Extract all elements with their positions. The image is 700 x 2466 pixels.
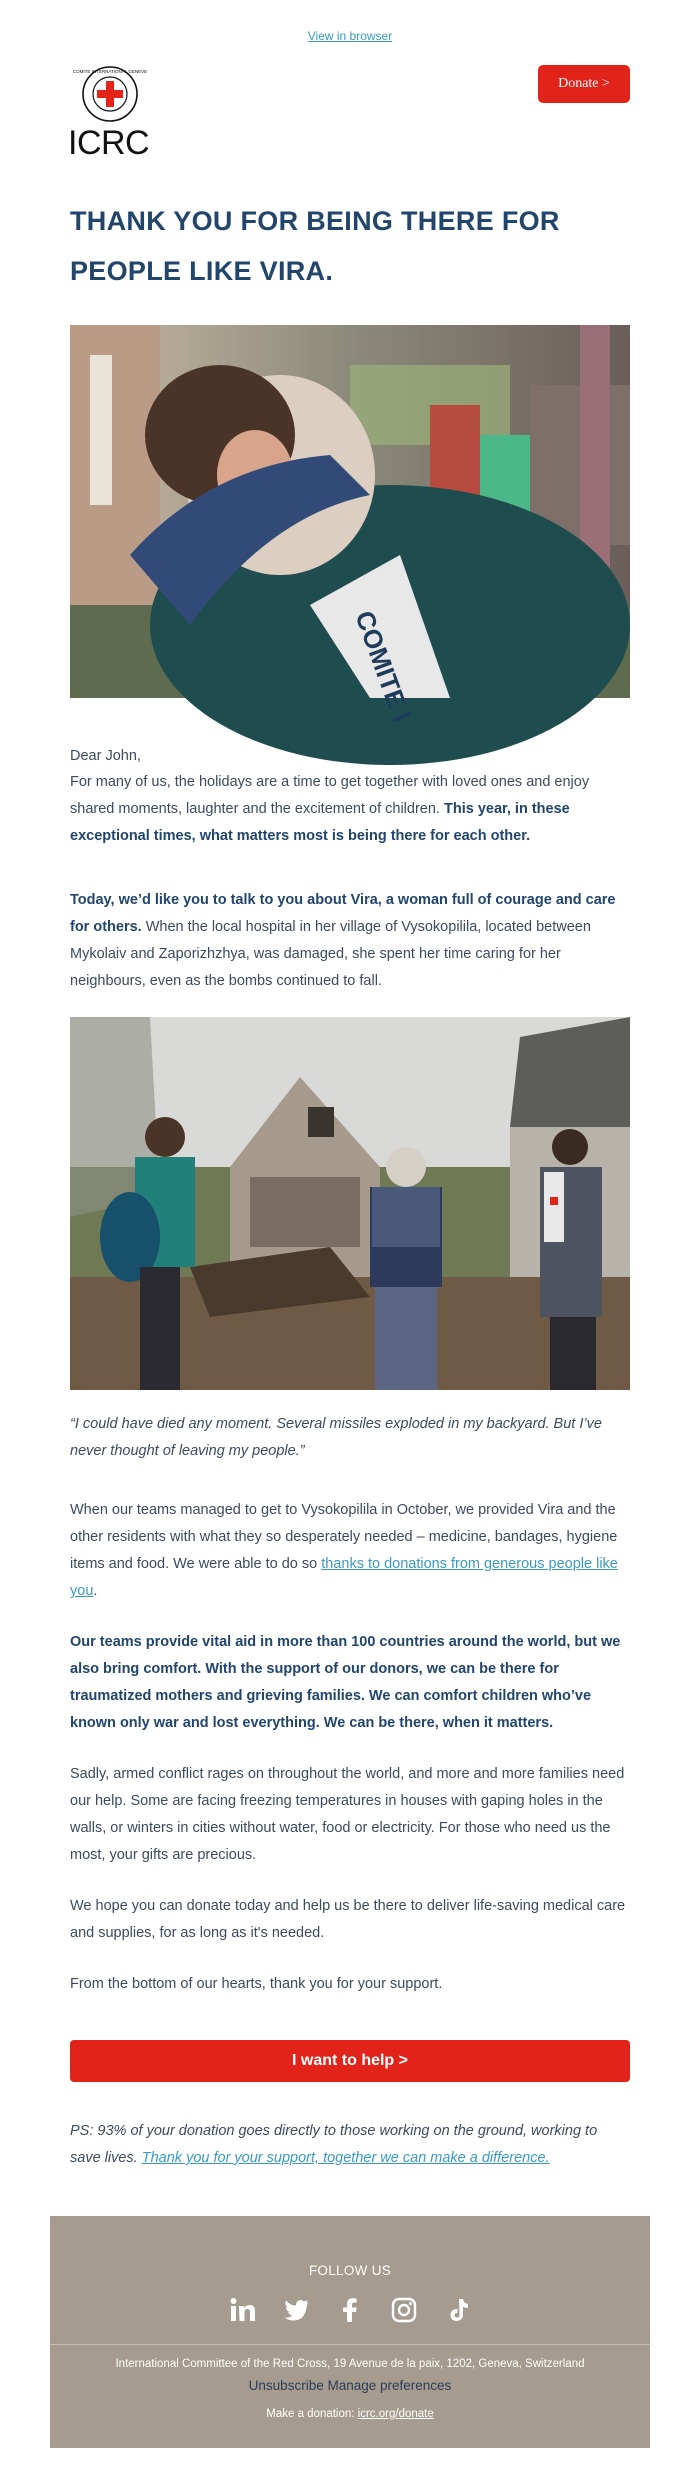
logo-text: ICRC xyxy=(68,124,150,162)
paragraph-2-bold: Today, we’d like you to talk to you about Vira, a woman full of courage and care for others. xyxy=(70,892,616,935)
footer-divider xyxy=(50,2344,650,2345)
greeting: Dear John, xyxy=(70,748,141,764)
paragraph-4-bold: Our teams provide vital aid in more than 100 countries around the world, but we also bring comfort. With the support of our donors, we can be there for traumatized mothers and grieving families. We can comfort children who’ve known only war and lost everything. We can be there, when it matters. xyxy=(70,1634,621,1731)
paragraph-1 xyxy=(70,769,630,850)
paragraph-3-text: When our teams managed to get to Vysokopilila in October, we provided Vira and the other residents with what they so desperately needed – medicine, bandages, hygiene items and food. We were able to do so xyxy=(70,1502,618,1572)
title-line-2: PEOPLE LIKE VIRA. xyxy=(70,256,334,286)
donations-link[interactable]: thanks to donations from generous people like you xyxy=(70,1556,618,1599)
i-want-to-help-button[interactable]: I want to help > xyxy=(70,2040,630,2082)
follow-us-label: FOLLOW US xyxy=(308,2263,392,2278)
paragraph-5: Sadly, armed conflict rages on throughout the world, and more and more families need our help. Some are facing freezing temperatures in houses with gaping holes in the walls, or winters in cities without water, food or electricity. For those who need us the most, your gifts are precious. xyxy=(70,1766,625,1863)
paragraph-4 xyxy=(70,1629,630,1737)
photo-ruined-house xyxy=(70,1017,630,1390)
paragraph-2-text: When the local hospital in her village of Vysokopilila, located between Mykolaiv and Zaporizhzhya, was damaged, she spent her time caring for her neighbours, even as the bombs continued to fall. xyxy=(70,919,591,989)
instagram-icon[interactable] xyxy=(390,2296,418,2324)
paragraph-3 xyxy=(70,1497,630,1605)
photo-embrace xyxy=(70,325,630,726)
tiktok-icon[interactable] xyxy=(444,2296,472,2324)
paragraph-3-end: . xyxy=(93,1583,98,1599)
facebook-icon[interactable] xyxy=(336,2296,364,2324)
ps-text: PS: 93% of your donation goes directly to those working on the ground, working to save lives. xyxy=(70,2123,598,2166)
make-donation-text: Make a donation: xyxy=(266,2408,358,2420)
paragraph-1-bold: This year, in these exceptional times, what matters most is being there for each other. xyxy=(70,801,570,844)
footer-links xyxy=(50,2378,650,2393)
red-cross-emblem-icon xyxy=(72,64,148,124)
ps-note xyxy=(70,2118,630,2172)
view-in-browser-bar xyxy=(0,29,700,43)
linkedin-icon[interactable] xyxy=(228,2296,256,2324)
unsubscribe-link[interactable]: Unsubscribe xyxy=(248,2378,324,2393)
make-donation-line xyxy=(50,2408,650,2420)
view-in-browser-link[interactable]: View in browser xyxy=(307,29,393,43)
manage-preferences-link[interactable]: Manage preferences xyxy=(327,2378,452,2393)
vest-text: COMITE I xyxy=(349,606,418,726)
footer xyxy=(50,2216,650,2448)
paragraph-1-text: For many of us, the holidays are a time to get together with loved ones and enjoy shared moments, laughter and the excitement of children. xyxy=(70,774,590,817)
donate-url-link[interactable]: icrc.org/donate xyxy=(357,2408,434,2420)
social-icons xyxy=(50,2296,650,2324)
logo-ring-text: COMITE INTERNATIONAL GENEVE xyxy=(72,69,148,74)
footer-address: International Committee of the Red Cross, 19 Avenue de la paix, 1202, Geneva, Switzerland xyxy=(115,2358,585,2370)
paragraph-2 xyxy=(70,887,630,995)
icrc-logo[interactable] xyxy=(70,62,150,162)
vira-quote: “I could have died any moment. Several missiles exploded in my backyard. But I’ve never thought of leaving my people.” xyxy=(70,1416,602,1459)
ps-thank-you-link[interactable]: Thank you for your support, together we can make a difference. xyxy=(141,2150,550,2166)
twitter-icon[interactable] xyxy=(282,2296,310,2324)
paragraph-6: We hope you can donate today and help us be there to deliver life-saving medical care and supplies, for as long as it's needed. xyxy=(70,1898,626,1941)
donate-button[interactable]: Donate > xyxy=(538,65,630,103)
page-title xyxy=(70,196,630,296)
paragraph-7: From the bottom of our hearts, thank you for your support. xyxy=(70,1976,443,1992)
title-line-1: THANK YOU FOR BEING THERE FOR xyxy=(70,206,560,236)
header xyxy=(70,62,630,162)
